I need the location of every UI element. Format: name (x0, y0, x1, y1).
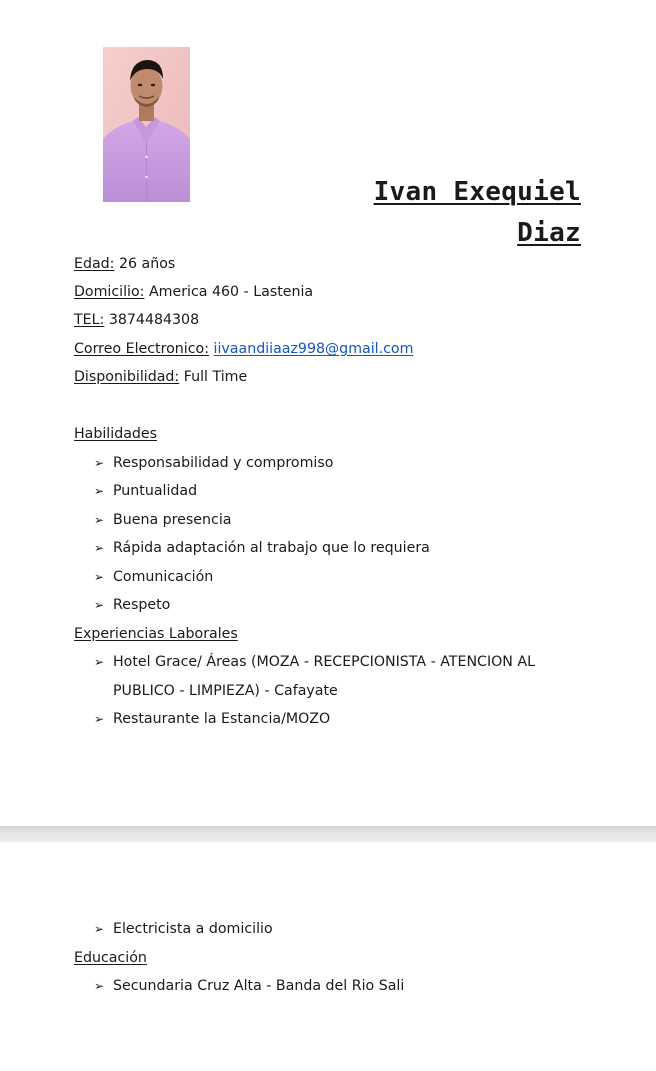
list-item (94, 654, 535, 670)
skill-text: Puntualidad (113, 483, 198, 499)
availability-label: Disponibilidad: (74, 369, 180, 385)
age-row (74, 256, 175, 272)
experience-text-continued: PUBLICO - LIMPIEZA) - Cafayate (113, 683, 338, 699)
skill-text: Rápida adaptación al trabajo que lo requiera (113, 540, 430, 556)
list-item (94, 978, 404, 994)
profile-photo (103, 47, 190, 202)
arrow-bullet-icon: ➢ (94, 456, 105, 470)
experience-text: Hotel Grace/ Áreas (MOZA - RECEPCIONISTA - ATENCION AL (113, 654, 536, 670)
arrow-bullet-icon: ➢ (94, 513, 105, 527)
list-item (94, 540, 430, 556)
address-label: Domicilio: (74, 284, 145, 300)
arrow-bullet-icon: ➢ (94, 598, 105, 612)
arrow-bullet-icon: ➢ (94, 922, 105, 936)
page-gap (0, 826, 656, 842)
list-item (94, 921, 273, 937)
list-item (94, 569, 213, 585)
document-page-2 (0, 842, 656, 1071)
age-label: Edad: (74, 256, 115, 272)
phone-row (74, 312, 199, 328)
phone-label: TEL: (74, 312, 105, 328)
experience-text: Electricista a domicilio (113, 921, 273, 937)
experience-text: Restaurante la Estancia/MOZO (113, 711, 331, 727)
skill-text: Comunicación (113, 569, 214, 585)
phone-value: 3874484308 (104, 312, 200, 328)
skill-text: Respeto (113, 597, 171, 613)
candidate-name (374, 172, 581, 254)
arrow-bullet-icon: ➢ (94, 570, 105, 584)
list-item (94, 597, 170, 613)
email-link[interactable]: iivaandiiaaz998@gmail.com (213, 341, 414, 357)
education-heading: Educación (74, 950, 147, 966)
list-item (94, 512, 231, 528)
name-line-2: Diaz (517, 218, 581, 248)
arrow-bullet-icon: ➢ (94, 979, 105, 993)
address-row (74, 284, 313, 300)
skill-text: Responsabilidad y compromiso (113, 455, 334, 471)
name-line-1: Ivan Exequiel (373, 177, 581, 207)
education-text: Secundaria Cruz Alta - Banda del Rio Sali (113, 978, 405, 994)
availability-row (74, 369, 247, 385)
availability-value: Full Time (179, 369, 248, 385)
email-label: Correo Electronico: (74, 341, 210, 357)
arrow-bullet-icon: ➢ (94, 712, 105, 726)
address-value: America 460 - Lastenia (144, 284, 314, 300)
list-item (94, 455, 333, 471)
age-value: 26 años (114, 256, 176, 272)
skill-text: Buena presencia (113, 512, 232, 528)
arrow-bullet-icon: ➢ (94, 541, 105, 555)
list-item (94, 711, 330, 727)
email-row (74, 341, 413, 357)
skills-heading: Habilidades (74, 426, 158, 442)
experience-heading: Experiencias Laborales (74, 626, 238, 642)
arrow-bullet-icon: ➢ (94, 655, 105, 669)
list-item (94, 483, 197, 499)
person-portrait-icon (103, 47, 190, 202)
arrow-bullet-icon: ➢ (94, 484, 105, 498)
